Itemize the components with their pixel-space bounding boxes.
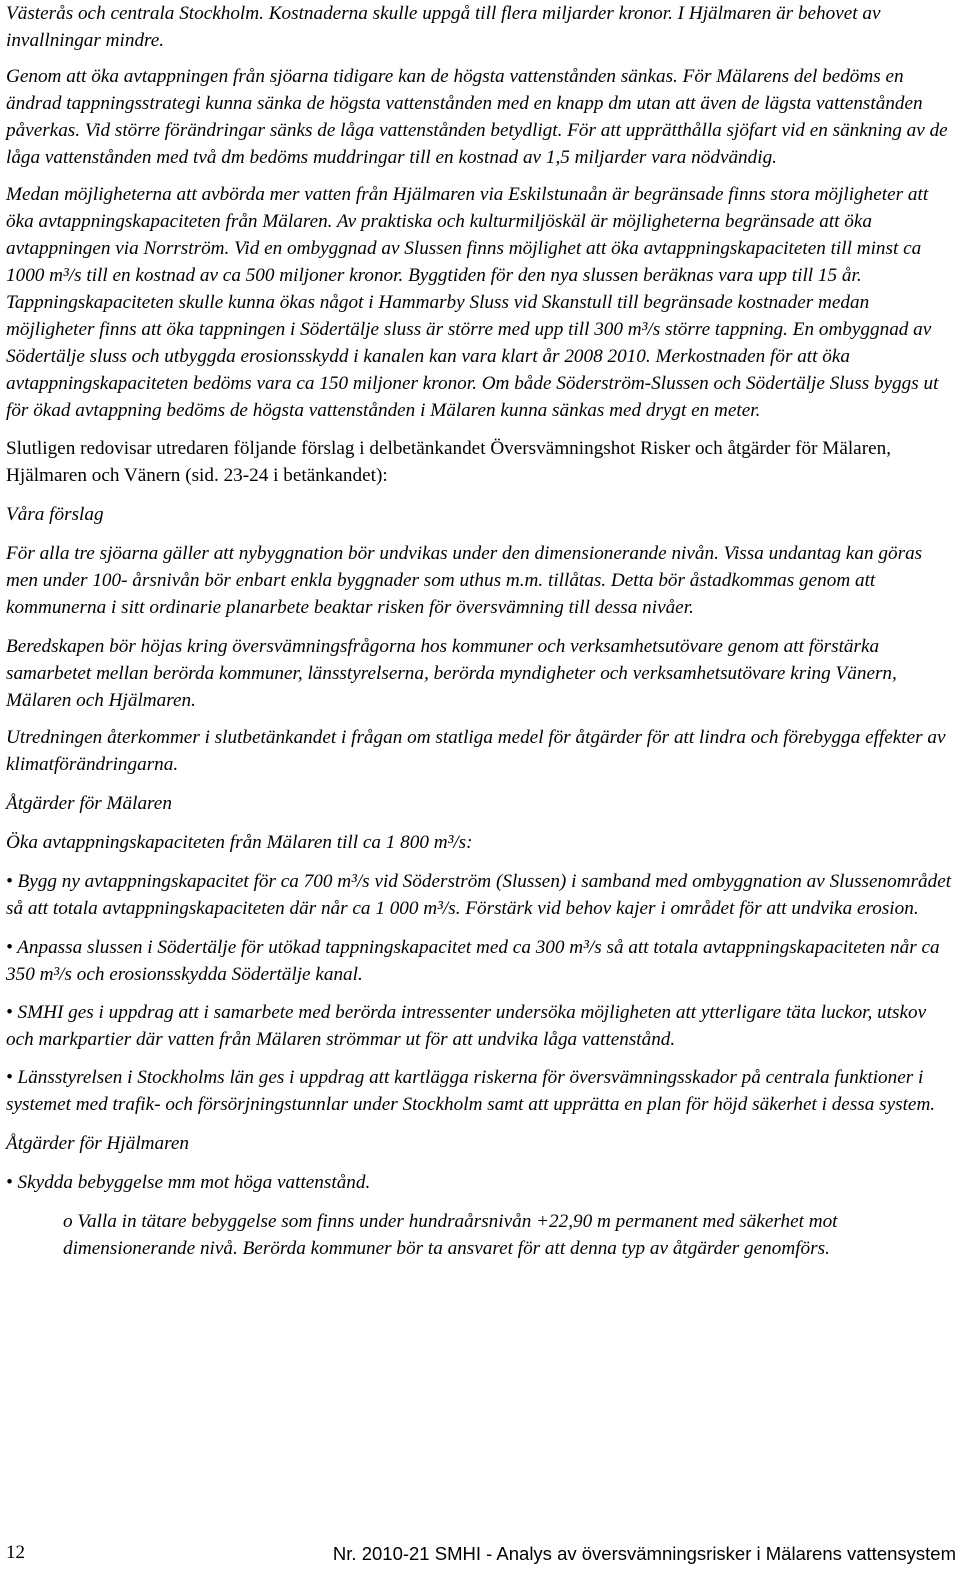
- bullet-lansstyrelsen: • Länsstyrelsen i Stockholms län ges i uppdrag att kartlägga riskerna för översvämningsskador på centrala funktioner i systemet med trafik- och försörjningstunnlar under Stockholm samt att upprätta en plan för höjd säkerhet i dessa system.: [6, 1067, 936, 1115]
- paragraph-new-construction: För alla tre sjöarna gäller att nybyggnation bör undvikas under den dimensionerande nivån. Vissa undantag kan göras men under 100- årsnivån bör enbart enkla byggnader som uthus m.m. tillåtas. Detta bör åstadkommas genom att kommunerna i sitt ordinarie planarbete beaktar risken för översvämning till dessa nivåer.: [6, 543, 923, 618]
- document-page: [6, 0, 954, 1262]
- bullet-soderstrom: • Bygg ny avtappningskapacitet för ca 700 m³/s vid Söderström (Slussen) i samband med ombyggnation av Slussenområdet så att totala avtappningskapaciteten där når ca 1 000 m³/s. Förstärk vid behov kajer i området för att undvika erosion.: [6, 871, 952, 919]
- paragraph-tapping-strategy: Genom att öka avtappningen från sjöarna tidigare kan de högsta vattenstånden sänkas. För Mälarens del bedöms en ändrad tappningsstrategi kunna sänka de högsta vattenstånden med en knapp dm utan att även de lägsta vattenstånden påverkas. Vid större förändringar sänks de låga vattenstånden betydligt. För att upprätthålla sjöfart vid en sänkning av de låga vattenstånden med två dm bedöms muddringar till en kostnad av 1,5 miljarder vara nödvändig.: [6, 66, 948, 168]
- paragraph-preparedness: Beredskapen bör höjas kring översvämningsfrågorna hos kommuner och verksamhetsutövare genom att förstärka samarbetet mellan berörda kommuner, länsstyrelserna, berörda myndigheter och verksamhetsutövare kring Vänern, Mälaren och Hjälmaren.: [6, 636, 897, 711]
- sub-bullet-valla: o Valla in tätare bebyggelse som finns under hundraårsnivån +22,90 m permanent med säkerhet mot dimensionerande nivå. Berörda kommuner bör ta ansvaret för att denna typ av åtgärder genomförs.: [63, 1211, 838, 1259]
- paragraph-proposals-intro: Slutligen redovisar utredaren följande förslag i delbetänkandet Översvämningshot Risker och åtgärder för Mälaren, Hjälmaren och Vänern (sid. 23-24 i betänkandet):: [6, 438, 891, 486]
- heading-hjalmaren-measures: Åtgärder för Hjälmaren: [6, 1133, 189, 1154]
- heading-proposals: Våra förslag: [6, 504, 104, 525]
- page-footer: [0, 1541, 960, 1569]
- paragraph-state-funding: Utredningen återkommer i slutbetänkandet i frågan om statliga medel för åtgärder för att lindra och förebygga effekter av klimatförändringarna.: [6, 727, 946, 775]
- bullet-smhi-assignment: • SMHI ges i uppdrag att i samarbete med berörda intressenter undersöka möjligheten att ytterligare täta luckor, utskov och markpartier där vatten från Mälaren strömmar ut för att undvika låga vattenstånd.: [6, 1002, 927, 1050]
- paragraph-capacity-options: Medan möjligheterna att avbörda mer vatten från Hjälmaren via Eskilstunaån är begränsade finns stora möjligheter att öka avtappningskapaciteten från Mälaren. Av praktiska och kulturmiljöskäl är möjligheterna begränsade att öka avtappningen via Norrström. Vid en ombyggnad av Slussen finns möjlighet att öka avtappningskapaciteten till minst ca 1000 m³/s till en kostnad av ca 500 miljoner kronor. Byggtiden för den nya slussen beräknas vara upp till 15 år. Tappningskapaciteten skulle kunna ökas något i Hammarby Sluss vid Skanstull till begränsade kostnader medan möjligheter finns att öka tappningen i Södertälje sluss är större med upp till 300 m³/s större tappning. En ombyggnad av Södertälje sluss och utbyggda erosionsskydd i kanalen kan vara klart år 2008 2010. Merkostnaden för att öka avtappningskapaciteten bedöms vara ca 150 miljoner kronor. Om både Söderström-Slussen och Södertälje Sluss byggs ut för ökad avtappning bedöms de högsta vattenstånden i Mälaren kunna sänkas med drygt en meter.: [6, 184, 939, 421]
- bullet-sodertalje: • Anpassa slussen i Södertälje för utökad tappningskapacitet med ca 300 m³/s så att totala avtappningskapaciteten når ca 350 m³/s och erosionsskydda Södertälje kanal.: [6, 937, 940, 985]
- report-title: Nr. 2010-21 SMHI - Analys av översvämningsrisker i Mälarens vattensystem: [332, 1543, 956, 1564]
- paragraph-intro-cost: Västerås och centrala Stockholm. Kostnaderna skulle uppgå till flera miljarder kronor. I Hjälmaren är behovet av invallningar mindre.: [6, 3, 881, 51]
- heading-malaren-measures: Åtgärder för Mälaren: [6, 793, 172, 814]
- paragraph-increase-capacity: Öka avtappningskapaciteten från Mälaren till ca 1 800 m³/s:: [6, 832, 473, 853]
- page-number: 12: [6, 1542, 25, 1563]
- bullet-protect-buildings: • Skydda bebyggelse mm mot höga vattenstånd.: [6, 1172, 371, 1193]
